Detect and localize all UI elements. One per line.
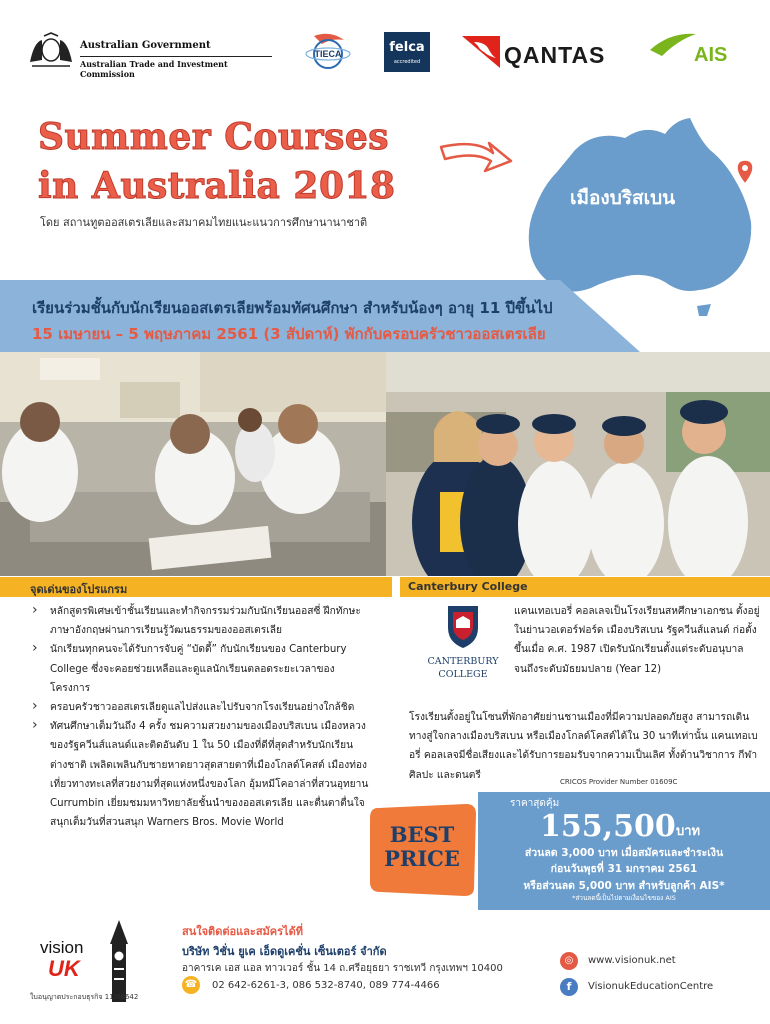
students-photo [386, 352, 770, 576]
list-item: › หลักสูตรพิเศษเข้าชั้นเรียนและทำกิจกรรมร่วมกับนักเรียนออสซี่ ฝึกทักษะภาษาอังกฤษผ่านการเรียนรู้วัฒนธรรมของออสเตรเลีย [30, 602, 370, 640]
canterbury-intro: แคนเทอเบอรี่ คอลเลจเป็นโรงเรียนสหศึกษาเอกชน ตั้งอยู่ในย่านวอเตอร์ฟอร์ด เมืองบริสเบน รัฐควีนส์แลนด์ ก่อตั้งขึ้นเมื่อ ค.ศ. 1987 เปิดรับนักเรียนตั้งแต่ระดับอนุบาลจนถึงระดับมัธยมปลาย (Year 12) [514, 606, 760, 675]
felca-logo [384, 32, 430, 72]
phone-numbers[interactable]: 02 642-6261-3, 086 532-8740, 089 774-4466 [212, 980, 440, 991]
canterbury-logo-text1: CANTERBURY [427, 656, 499, 667]
highlights-heading: จุดเด่นของโปรแกรม [30, 583, 128, 596]
organizer-byline: โดย สถานทูตออสเตรเลียและสมาคมไทยแนะแนวการศึกษานานาชาติ [40, 216, 368, 229]
svg-text:TIECA: TIECA [314, 49, 342, 59]
contact-heading: สนใจติดต่อและสมัครได้ที่ [182, 925, 303, 938]
canterbury-location: โรงเรียนตั้งอยู่ในโซนที่พักอาศัยย่านชานเมืองที่มีความปลอดภัยสูง สามารถเดินทางสู่ใจกลางเมืองบริสเบน หรือเมืองโกลด์โคสต์ได้ใน 30 นาทีเท่านั้น แคนเทอเบอรี่ คอลเลจมีชื่อเสียงและได้รับการยอมรับจากความเป็นเลิศ ทั้งด้านวิชาการ กีฬา ศิลปะ และดนตรี [409, 712, 758, 781]
phone-icon: ☎ [182, 976, 200, 994]
cricos-number: CRICOS Provider Number 01609C [560, 778, 678, 786]
price-currency: บาท [676, 824, 701, 839]
australian-government-logo [24, 30, 274, 79]
list-item: › ครอบครัวชาวออสเตรเลียดูแลไปส่งและไปรับจากโรงเรียนอย่างใกล้ชิด [30, 698, 370, 717]
globe-icon: ◎ [560, 952, 578, 970]
list-item: › นักเรียนทุกคนจะได้รับการจับคู่ “บัดดี้” กับนักเรียนของ Canterbury College ซึ่งจะคอยช่วยเหลือและดูแลนักเรียนตลอดระยะเวลาของโครงการ [30, 640, 370, 698]
program-dates: 15 เมษายน – 5 พฤษภาคม 2561 (3 สัปดาห์) พักกับครอบครัวชาวออสเตรเลีย [32, 325, 546, 343]
license-number: ใบอนุญาตประกอบธุรกิจ 11/08642 [30, 993, 139, 1001]
gov-divider [80, 56, 272, 57]
kangaroo-icon [460, 34, 502, 70]
brisbane-label: เมืองบริสเบน [570, 187, 676, 209]
felca-name: felca [389, 40, 425, 55]
ais-wordmark: AIS [694, 44, 728, 66]
discount-early: ส่วนลด 3,000 บาท เมื่อสมัครและชำระเงิน [524, 847, 724, 859]
headline-line1: Summer Courses [38, 116, 390, 158]
location-pin-icon [737, 160, 753, 184]
big-ben-icon [110, 920, 128, 1002]
program-summary: เรียนร่วมชั้นกับนักเรียนออสเตรเลียพร้อมทัศนศึกษา สำหรับน้องๆ อายุ 11 ปีขึ้นไป [32, 299, 553, 317]
ais-swoosh-icon [648, 30, 698, 60]
canterbury-heading: Canterbury College [408, 580, 528, 593]
price-caption: ราคาสุดคุ้ม [510, 798, 560, 809]
brand-uk: UK [48, 956, 80, 981]
gov-title: Australian Government [80, 40, 211, 51]
felca-accredited: accredited [393, 59, 421, 65]
qantas-wordmark: QANTAS [504, 42, 606, 68]
canterbury-college-logo [420, 602, 506, 688]
discount-ais: หรือส่วนลด 5,000 บาท สำหรับลูกค้า AIS* [523, 880, 725, 892]
highlights-list [30, 602, 370, 832]
price-label-badge: PRICE [384, 846, 460, 871]
classroom-photo [0, 352, 386, 576]
best-label: BEST [389, 822, 455, 847]
discount-deadline: ก่อนวันพุธที่ 31 มกราคม 2561 [550, 863, 698, 875]
website-link[interactable]: www.visionuk.net [588, 955, 676, 966]
list-item: › ทัศนศึกษาเต็มวันถึง 4 ครั้ง ชมความสวยงามของเมืองบริสเบน เมืองหลวงของรัฐควีนส์แลนด์และติดอันดับ 1 ใน 50 เมืองที่ดีที่สุดสำหรับนักเรียนต่างชาติ เพลิดเพลินกับชายหาดยาวสุดสายตาที่เมืองโกลด์โคสต์ เมืองท่องเที่ยวทางทะเลที่สวยงามที่สุดแห่งหนึ่งของโลก อุ้มหมีโคอาล่าที่สวนอุทยาน Currumbin เยี่ยมชมมหาวิทยาลัยชั้นนำของออสเตรเลีย และตื่นตาตื่นใจสนุกเต็มวันที่สวนสนุก Warners Bros. Movie World [30, 717, 370, 832]
company-name: บริษัท วิชั่น ยูเค เอ็ดดูเคชั่น เซ็นเตอร์ จำกัด [182, 945, 387, 958]
ais-logo [648, 30, 748, 74]
tieca-logo [286, 30, 366, 76]
arrow-icon [437, 133, 517, 187]
facebook-link[interactable]: VisionukEducationCentre [588, 981, 714, 992]
price-amount: 155,500 [540, 809, 676, 844]
qantas-logo [460, 34, 640, 70]
canterbury-logo-text2: COLLEGE [438, 669, 488, 680]
discount-note: *ส่วนลดนี้เป็นไปตามเงื่อนไขของ AIS [572, 894, 676, 902]
austrade-title: Australian Trade and Investment Commission [80, 59, 228, 79]
headline-line2: in Australia 2018 [38, 165, 396, 207]
coat-of-arms-icon [24, 32, 78, 70]
company-address: อาคารเค เอส แอล ทาวเวอร์ ชั้น 14 ถ.ศรีอยุธยา ราชเทวี กรุงเทพฯ 10400 [182, 963, 503, 974]
facebook-icon: f [560, 978, 578, 996]
brand-vision: vision [40, 938, 84, 957]
